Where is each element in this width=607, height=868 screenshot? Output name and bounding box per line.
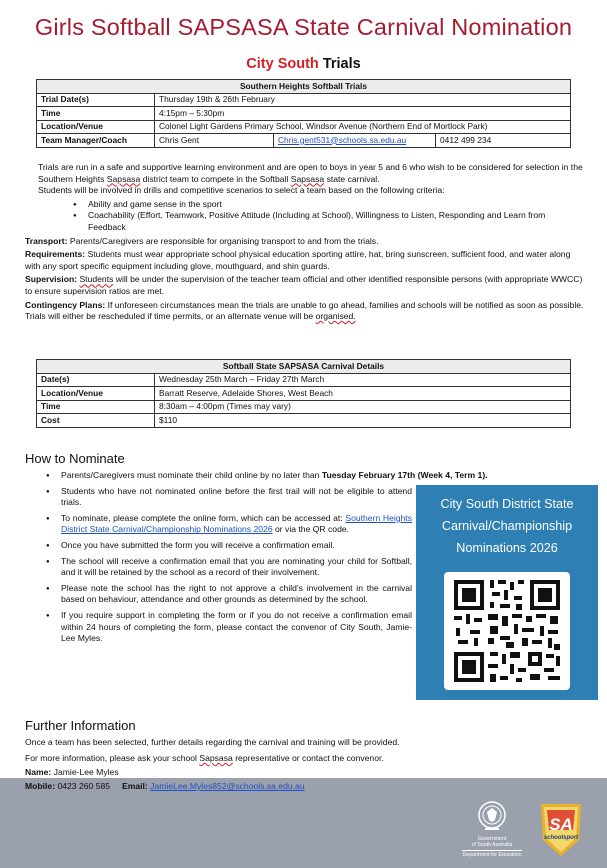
requirements-note: Requirements: Students must wear appropriate school physical education sporting attire, hat, bring sunscreen, sufficient food, and water along with any sport specific equipment including glove, mouthguard, and shin guards. bbox=[25, 249, 571, 271]
table-row: Team Manager/Coach Chris Gent Chris.gent531@schools.sa.edu.au 0412 499 234 bbox=[37, 134, 571, 148]
list-item: ● Once you have submitted the form you will receive a confirmation email. bbox=[25, 540, 412, 552]
trials-table bbox=[36, 79, 571, 148]
further-heading: Further Information bbox=[25, 718, 136, 733]
list-item: ● If you require support in completing the form or if you do not receive a confirmation email within 24 hours of completing the form, please contact the convenor of City South, Jamie-Lee Myles. bbox=[25, 610, 412, 645]
page-subtitle bbox=[0, 55, 607, 73]
sa-logo-subtext: schoolsport bbox=[543, 835, 579, 841]
convenor-email-link[interactable]: JamieLee.Myles852@schools.sa.edu.au bbox=[150, 781, 305, 791]
manager-phone: 0412 499 234 bbox=[436, 134, 571, 148]
table-row: Date(s) Wednesday 25th March – Friday 27th March bbox=[37, 373, 571, 387]
sa-schoolsport-logo bbox=[535, 800, 587, 860]
criteria-list bbox=[25, 199, 585, 234]
carnival-table bbox=[36, 359, 571, 428]
intro-paragraph: Trials are run in a safe and supportive learning environment and are open to boys in year 5 and 6 who wish to be considered for selection in the Southern Heights Sapsasa district team to compete in the Softball Sapsasa state carnival. bbox=[38, 162, 583, 184]
list-item: ● The school will receive a confirmation email that you are nominating your child for Softball, and it will be retained by the school as a record of their involvement. bbox=[25, 556, 412, 579]
intro-section bbox=[25, 162, 585, 323]
list-item: ● Parents/Caregivers must nominate their child online by no later than Tuesday February 17th (Week 4, Term 1). bbox=[25, 470, 590, 482]
transport-note: Transport: Parents/Caregivers are responsible for organising transport to and from the trials. bbox=[25, 235, 379, 246]
trials-table-heading: Southern Heights Softball Trials bbox=[37, 80, 571, 94]
subtitle-suffix: Trials bbox=[322, 56, 361, 72]
qr-code[interactable] bbox=[444, 572, 570, 690]
promo-heading: City South District State Carnival/Championship Nominations 2026 bbox=[440, 497, 574, 555]
further-paragraph-2: For more information, please ask your school Sapsasa representative or contact the convenor. bbox=[25, 753, 384, 763]
further-section bbox=[25, 737, 590, 749]
nomination-promo-card bbox=[416, 485, 598, 700]
contact-block bbox=[25, 751, 565, 793]
list-item: ● Students who have not nominated online before the first trail will not be eligible to attend trials. bbox=[25, 486, 412, 509]
intro-criteria-lead: Students will be involved in drills and competitive scenarios to select a team based on the following criteria: bbox=[38, 185, 445, 196]
department-text: Department for Education bbox=[462, 852, 522, 858]
manager-email-link[interactable]: Chris.gent531@schools.sa.edu.au bbox=[278, 134, 407, 145]
further-paragraph-1: Once a team has been selected, further details regarding the carnival and training will be provided. bbox=[25, 737, 400, 747]
sa-logo-text: SA bbox=[549, 815, 573, 834]
list-item: ● Please note the school has the right to not approve a child’s involvement in the carnival based on behaviour, attendance and other grounds as determined by the school. bbox=[25, 583, 412, 606]
government-logo bbox=[462, 800, 522, 858]
contingency-note: Contingency Plans: If unforeseen circumstances mean the trials are unable to go ahead, families and schools will be notified as soon as possible. Trials will either be rescheduled if time permits, or an alternate venue will be organised. bbox=[25, 299, 584, 322]
table-row: Trial Date(s) Thursday 19th & 26th February bbox=[37, 93, 571, 107]
carnival-table-heading: Softball State SAPSASA Carnival Details bbox=[37, 360, 571, 374]
contact-mobile-email: Mobile: 0423 260 585 Email: JamieLee.Myles852@schools.sa.edu.au bbox=[25, 781, 305, 791]
district-name: City South bbox=[246, 56, 319, 72]
table-row: Location/Venue Colonel Light Gardens Primary School, Windsor Avenue (Northern End of Mortlock Park) bbox=[37, 120, 571, 134]
nomination-form-link[interactable]: Southern Heights District State Carnival/Championship Nominations 2026 bbox=[61, 512, 412, 535]
table-row: Cost $110 bbox=[37, 414, 571, 428]
qr-code-icon bbox=[444, 572, 570, 690]
table-row: Time 8:30am – 4:00pm (Times may vary) bbox=[37, 400, 571, 414]
government-text: Government of South Australia bbox=[471, 836, 513, 848]
contact-name: Name: Jamie-Lee Myles bbox=[25, 767, 119, 777]
how-to-heading: How to Nominate bbox=[25, 451, 125, 466]
page-title: Girls Softball SAPSASA State Carnival Nomination bbox=[34, 14, 573, 40]
list-item: ● Coachability (Effort, Teamwork, Positive Attitude (Including at School), Willingness to Listen, Responding and Learn from Feedback bbox=[25, 210, 585, 233]
list-item: ● Ability and game sense in the sport bbox=[25, 199, 585, 211]
table-row: Location/Venue Barratt Reserve, Adelaide Shores, West Beach bbox=[37, 387, 571, 401]
list-item: ● To nominate, please complete the online form, which can be accessed at: Southern Heights District State Carnival/Championship Nominations 2026 or via the QR code. bbox=[25, 513, 412, 536]
government-crest-icon bbox=[477, 800, 507, 834]
table-row: Time 4:15pm – 5:30pm bbox=[37, 107, 571, 121]
manager-name: Chris Gent bbox=[155, 134, 274, 148]
supervision-note: Supervision: Students will be under the supervision of the teacher team official and other identified responsible persons (with appropriate WWCC) to ensure supervision ratios are met. bbox=[25, 274, 583, 296]
